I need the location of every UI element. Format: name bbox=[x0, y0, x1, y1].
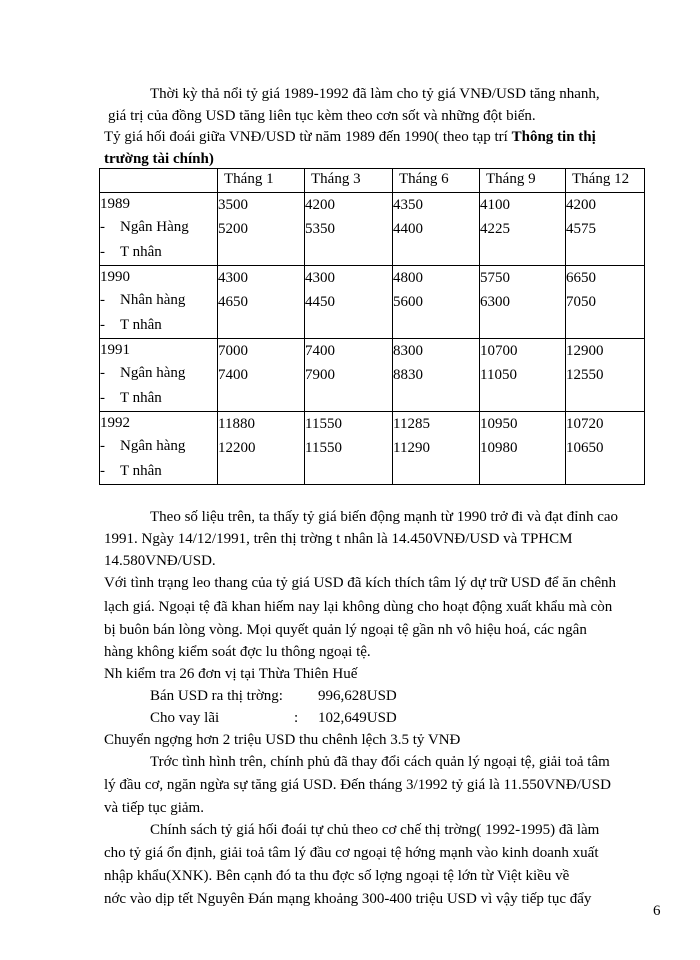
bank-label: Ngân hàng bbox=[120, 438, 186, 454]
rate-cell bbox=[393, 339, 480, 412]
header-label: Tháng 1 bbox=[224, 171, 274, 187]
private-rate-value: 8830 bbox=[393, 367, 423, 383]
rate-cell bbox=[566, 266, 645, 339]
bank-rate-value: 8300 bbox=[393, 343, 423, 359]
private-rate-value: 10650 bbox=[566, 440, 604, 456]
private-rate-value: 4450 bbox=[305, 294, 335, 310]
rate-cell bbox=[305, 412, 393, 485]
exchange-rate-table bbox=[99, 168, 645, 485]
header-cell bbox=[566, 169, 645, 193]
bank-label-row bbox=[100, 288, 217, 313]
bank-rate-value: 4800 bbox=[393, 270, 423, 286]
table-row bbox=[100, 412, 645, 485]
header-cell bbox=[218, 169, 305, 193]
bank-rate-value: 4200 bbox=[305, 197, 335, 213]
private-label-row bbox=[100, 313, 217, 338]
header-corner-cell bbox=[100, 169, 218, 193]
row-label-cell bbox=[100, 412, 218, 485]
rate-cell bbox=[480, 266, 566, 339]
para1-line-1: Theo số liệu trên, ta thấy tỷ giá biến động mạnh từ 1990 trở đi và đạt đỉnh cao bbox=[150, 509, 619, 525]
bank-rate-value: 11550 bbox=[305, 416, 342, 432]
para1-line-3: 14.580VNĐ/USD. bbox=[104, 553, 216, 569]
private-rate-value: 7400 bbox=[218, 367, 248, 383]
private-rate-value: 6300 bbox=[480, 294, 510, 310]
private-label-row bbox=[100, 386, 217, 411]
bank-rate-value: 3500 bbox=[218, 197, 248, 213]
private-rate-value: 4650 bbox=[218, 294, 248, 310]
bullet-dash: - bbox=[100, 244, 105, 260]
para1-line-2: 1991. Ngày 14/12/1991, trên thị trờng t nhân là 14.450VNĐ/USD và TPHCM bbox=[104, 531, 573, 547]
rate-cell bbox=[480, 339, 566, 412]
rate-cell bbox=[566, 339, 645, 412]
private-label: T nhân bbox=[120, 390, 162, 406]
sell-usd-label: Bán USD ra thị trờng: bbox=[150, 688, 283, 704]
bank-label: Nhân hàng bbox=[120, 292, 186, 308]
sell-usd-value: 996,628USD bbox=[318, 688, 397, 704]
para2-line-1: Với tình trạng leo thang của tỷ giá USD đã kích thích tâm lý dự trữ USD để ăn chênh bbox=[104, 575, 616, 591]
para6-line-4: nớc vào dịp tết Nguyên Đán mạng khoảng 300-400 triệu USD vì vậy tiếp tục đẩy bbox=[104, 891, 592, 907]
table-row bbox=[100, 339, 645, 412]
year-label: 1989 bbox=[100, 196, 130, 212]
bank-rate-value: 4200 bbox=[566, 197, 596, 213]
private-rate-value: 7900 bbox=[305, 367, 335, 383]
rate-cell bbox=[566, 412, 645, 485]
bank-label-row bbox=[100, 361, 217, 386]
rate-cell bbox=[218, 339, 305, 412]
para2-line-2: lạch giá. Ngoại tệ đã khan hiếm nay lại không dùng cho hoạt động xuất khẩu mà còn bbox=[104, 599, 613, 615]
private-rate-value: 5350 bbox=[305, 221, 335, 237]
intro-line-2: giá trị của đồng USD tăng liên tục kèm theo cơn sốt và những đột biến. bbox=[108, 108, 536, 124]
rate-cell bbox=[393, 412, 480, 485]
header-cell bbox=[480, 169, 566, 193]
rate-cell bbox=[480, 193, 566, 266]
rate-cell bbox=[305, 193, 393, 266]
exchange-rate-table-body bbox=[100, 169, 645, 485]
bank-label-row bbox=[100, 434, 217, 459]
bank-rate-value: 6650 bbox=[566, 270, 596, 286]
table-row bbox=[100, 266, 645, 339]
loan-label: Cho vay lãi bbox=[150, 710, 220, 726]
intro-line-3-text: Tỷ giá hối đoái giữa VNĐ/USD từ năm 1989 đến 1990( theo tạp trí bbox=[104, 129, 512, 145]
para2-line-3: bị buôn bán lòng vòng. Mọi quyết quản lý ngoại tệ gần nh vô hiệu hoá, các ngân bbox=[104, 622, 587, 638]
private-rate-value: 11290 bbox=[393, 440, 430, 456]
private-rate-value: 5200 bbox=[218, 221, 248, 237]
rate-cell bbox=[305, 339, 393, 412]
para6-line-3: nhập khẩu(XNK). Bên cạnh đó ta thu đợc số lợng ngoại tệ lớn từ Việt kiều về bbox=[104, 868, 570, 884]
private-rate-value: 10980 bbox=[480, 440, 518, 456]
bullet-dash: - bbox=[100, 292, 105, 308]
bank-rate-value: 11880 bbox=[218, 416, 255, 432]
intro-line-3 bbox=[104, 127, 596, 147]
bullet-dash: - bbox=[100, 317, 105, 333]
bank-label: Ngân hàng bbox=[120, 365, 186, 381]
bullet-dash: - bbox=[100, 390, 105, 406]
bullet-dash: - bbox=[100, 365, 105, 381]
private-rate-value: 4575 bbox=[566, 221, 596, 237]
loan-value: 102,649USD bbox=[318, 710, 397, 726]
private-label: T nhân bbox=[120, 463, 162, 479]
bullet-dash: - bbox=[100, 438, 105, 454]
bullet-dash: - bbox=[100, 463, 105, 479]
rate-cell bbox=[566, 193, 645, 266]
bank-rate-value: 11285 bbox=[393, 416, 430, 432]
private-rate-value: 7050 bbox=[566, 294, 596, 310]
bank-rate-value: 10720 bbox=[566, 416, 604, 432]
bank-rate-value: 12900 bbox=[566, 343, 604, 359]
rate-cell bbox=[218, 412, 305, 485]
bank-rate-value: 4350 bbox=[393, 197, 423, 213]
bank-rate-value: 4300 bbox=[218, 270, 248, 286]
bank-rate-value: 10950 bbox=[480, 416, 518, 432]
row-label-cell bbox=[100, 266, 218, 339]
private-label-row bbox=[100, 459, 217, 484]
row-label-cell bbox=[100, 339, 218, 412]
para6-line-2: cho tỷ giá ổn định, giải toả tâm lý đầu cơ ngoại tệ hớng mạnh vào kinh doanh xuất bbox=[104, 845, 599, 861]
table-row bbox=[100, 193, 645, 266]
bank-label: Ngân Hàng bbox=[120, 219, 189, 235]
header-cell bbox=[305, 169, 393, 193]
bank-rate-value: 7400 bbox=[305, 343, 335, 359]
private-label: T nhân bbox=[120, 244, 162, 260]
bank-label-row bbox=[100, 215, 217, 240]
para5-line-2: lý đầu cơ, ngăn ngừa sự tăng giá USD. Đến tháng 3/1992 tỷ giá là 11.550VNĐ/USD bbox=[104, 777, 611, 793]
private-rate-value: 4400 bbox=[393, 221, 423, 237]
intro-line-4: trường tài chính) bbox=[104, 151, 214, 167]
bank-rate-value: 4300 bbox=[305, 270, 335, 286]
rate-cell bbox=[305, 266, 393, 339]
rate-cell bbox=[218, 193, 305, 266]
private-rate-value: 12550 bbox=[566, 367, 604, 383]
para3-line: Nh kiểm tra 26 đơn vị tại Thừa Thiên Huế bbox=[104, 666, 358, 682]
year-label: 1990 bbox=[100, 269, 130, 285]
private-rate-value: 4225 bbox=[480, 221, 510, 237]
private-label-row bbox=[100, 240, 217, 265]
year-label: 1992 bbox=[100, 415, 130, 431]
header-cell bbox=[393, 169, 480, 193]
intro-line-3-bold: Thông tin thị bbox=[511, 129, 596, 145]
para5-line-3: và tiếp tục giảm. bbox=[104, 800, 204, 816]
page-number: 6 bbox=[653, 903, 661, 919]
bank-rate-value: 7000 bbox=[218, 343, 248, 359]
rate-cell bbox=[393, 266, 480, 339]
loan-colon: : bbox=[294, 710, 299, 726]
intro-line-1: Thời kỳ thả nổi tỷ giá 1989-1992 đã làm cho tỷ giá VNĐ/USD tăng nhanh, bbox=[150, 86, 600, 102]
header-label: Tháng 6 bbox=[399, 171, 449, 187]
header-label: Tháng 12 bbox=[572, 171, 630, 187]
para5-line-1: Trớc tình hình trên, chính phủ đã thay đổi cách quản lý ngoại tệ, giải toả tâm bbox=[150, 754, 610, 770]
private-rate-value: 11550 bbox=[305, 440, 342, 456]
para6-line-1: Chính sách tỷ giá hối đoái tự chủ theo cơ chế thị trờng( 1992-1995) đã làm bbox=[150, 822, 600, 838]
bank-rate-value: 10700 bbox=[480, 343, 518, 359]
para2-line-4: hàng không kiểm soát đợc lu thông ngoại tệ. bbox=[104, 644, 371, 660]
bank-rate-value: 5750 bbox=[480, 270, 510, 286]
private-rate-value: 12200 bbox=[218, 440, 256, 456]
para4-line: Chuyển ngợng hơn 2 triệu USD thu chênh lệch 3.5 tỷ VNĐ bbox=[104, 732, 461, 748]
rate-cell bbox=[480, 412, 566, 485]
bullet-dash: - bbox=[100, 219, 105, 235]
table-header-row bbox=[100, 169, 645, 193]
row-label-cell bbox=[100, 193, 218, 266]
rate-cell bbox=[393, 193, 480, 266]
header-label: Tháng 9 bbox=[486, 171, 536, 187]
bank-rate-value: 4100 bbox=[480, 197, 510, 213]
private-rate-value: 5600 bbox=[393, 294, 423, 310]
rate-cell bbox=[218, 266, 305, 339]
year-label: 1991 bbox=[100, 342, 130, 358]
private-label: T nhân bbox=[120, 317, 162, 333]
private-rate-value: 11050 bbox=[480, 367, 517, 383]
header-label: Tháng 3 bbox=[311, 171, 361, 187]
